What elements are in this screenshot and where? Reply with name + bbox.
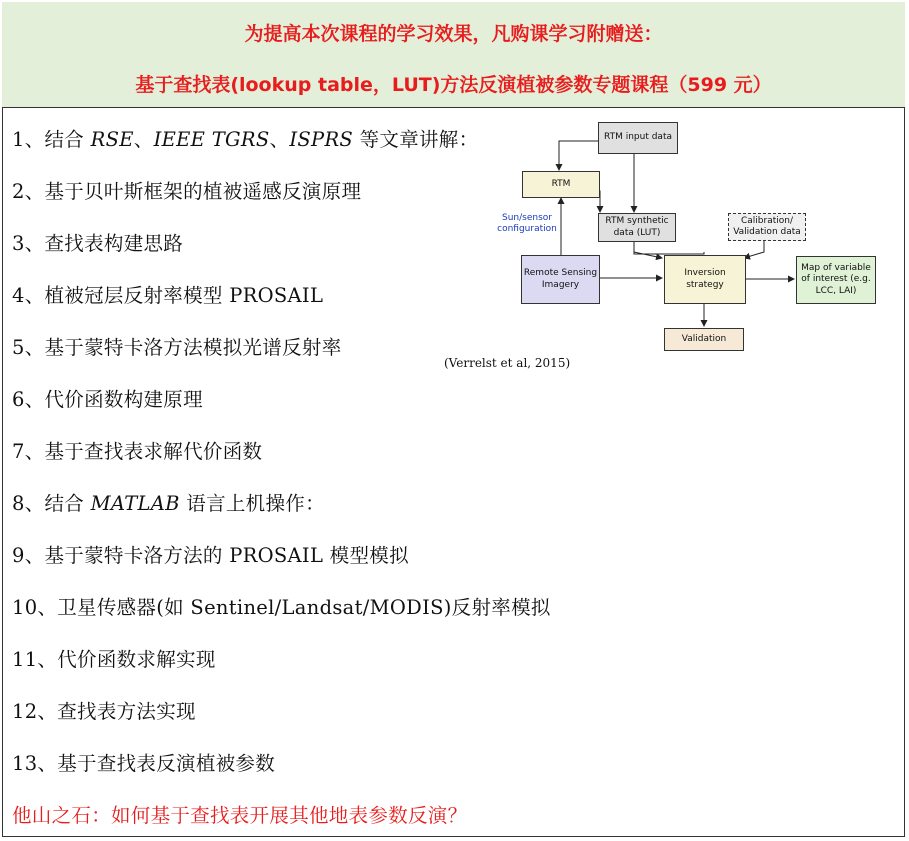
remote-sensing-box: Remote Sensing Imagery <box>521 255 600 304</box>
list-item-12: 12、查找表方法实现 <box>12 700 196 723</box>
list-item-9: 9、基于蒙特卡洛方法的 PROSAIL 模型模拟 <box>12 544 409 567</box>
header-line-2: 基于查找表(lookup table，LUT)方法反演植被参数专题课程（599 元） <box>135 74 772 96</box>
validation-box: Validation <box>664 328 744 351</box>
rtm-input-box: RTM input data <box>598 122 678 154</box>
list-item-3: 3、查找表构建思路 <box>12 232 184 255</box>
calibration-box: Calibration/ Validation data <box>728 213 806 241</box>
arrow-lut-to-inversion <box>634 242 662 258</box>
arrow-calibration-to-inversion <box>744 241 764 258</box>
list-item-11: 11、代价函数求解实现 <box>12 648 216 671</box>
arrow-lut-to-inversion-path <box>634 242 704 254</box>
arrow-input-to-rtm <box>559 141 598 170</box>
inversion-box: Inversion strategy <box>664 255 746 304</box>
rtm-synthetic-box: RTM synthetic data (LUT) <box>598 213 676 242</box>
workflow-diagram <box>494 118 884 358</box>
list-item-6: 6、代价函数构建原理 <box>12 388 203 411</box>
header-line-1: 为提高本次课程的学习效果，凡购课学习附赠送： <box>244 23 663 45</box>
list-item-10: 10、卫星传感器(如 Sentinel/Landsat/MODIS)反射率模拟 <box>12 596 551 619</box>
list-item-8: 8、结合 MATLAB 语言上机操作： <box>12 492 325 515</box>
diagram-arrows <box>494 118 884 358</box>
map-box: Map of variable of interest (e.g. LCC, LAI) <box>796 256 876 304</box>
list-item-2: 2、基于贝叶斯框架的植被遥感反演原理 <box>12 180 362 203</box>
list-item-4: 4、植被冠层反射率模型 PROSAIL <box>12 284 324 307</box>
rtm-box: RTM <box>522 171 600 198</box>
header-banner <box>2 2 905 108</box>
list-item-1: 1、结合 RSE、IEEE TGRS、ISPRS 等文章讲解： <box>12 128 479 151</box>
list-item-5: 5、基于蒙特卡洛方法模拟光谱反射率 <box>12 336 342 359</box>
sun-sensor-label: Sun/sensor configuration <box>497 213 557 234</box>
closing-question: 他山之石：如何基于查找表开展其他地表参数反演？ <box>12 804 468 827</box>
list-item-13: 13、基于查找表反演植被参数 <box>12 752 276 775</box>
list-item-7: 7、基于查找表求解代价函数 <box>12 440 263 463</box>
figure-citation: (Verrelst et al, 2015) <box>444 356 571 370</box>
